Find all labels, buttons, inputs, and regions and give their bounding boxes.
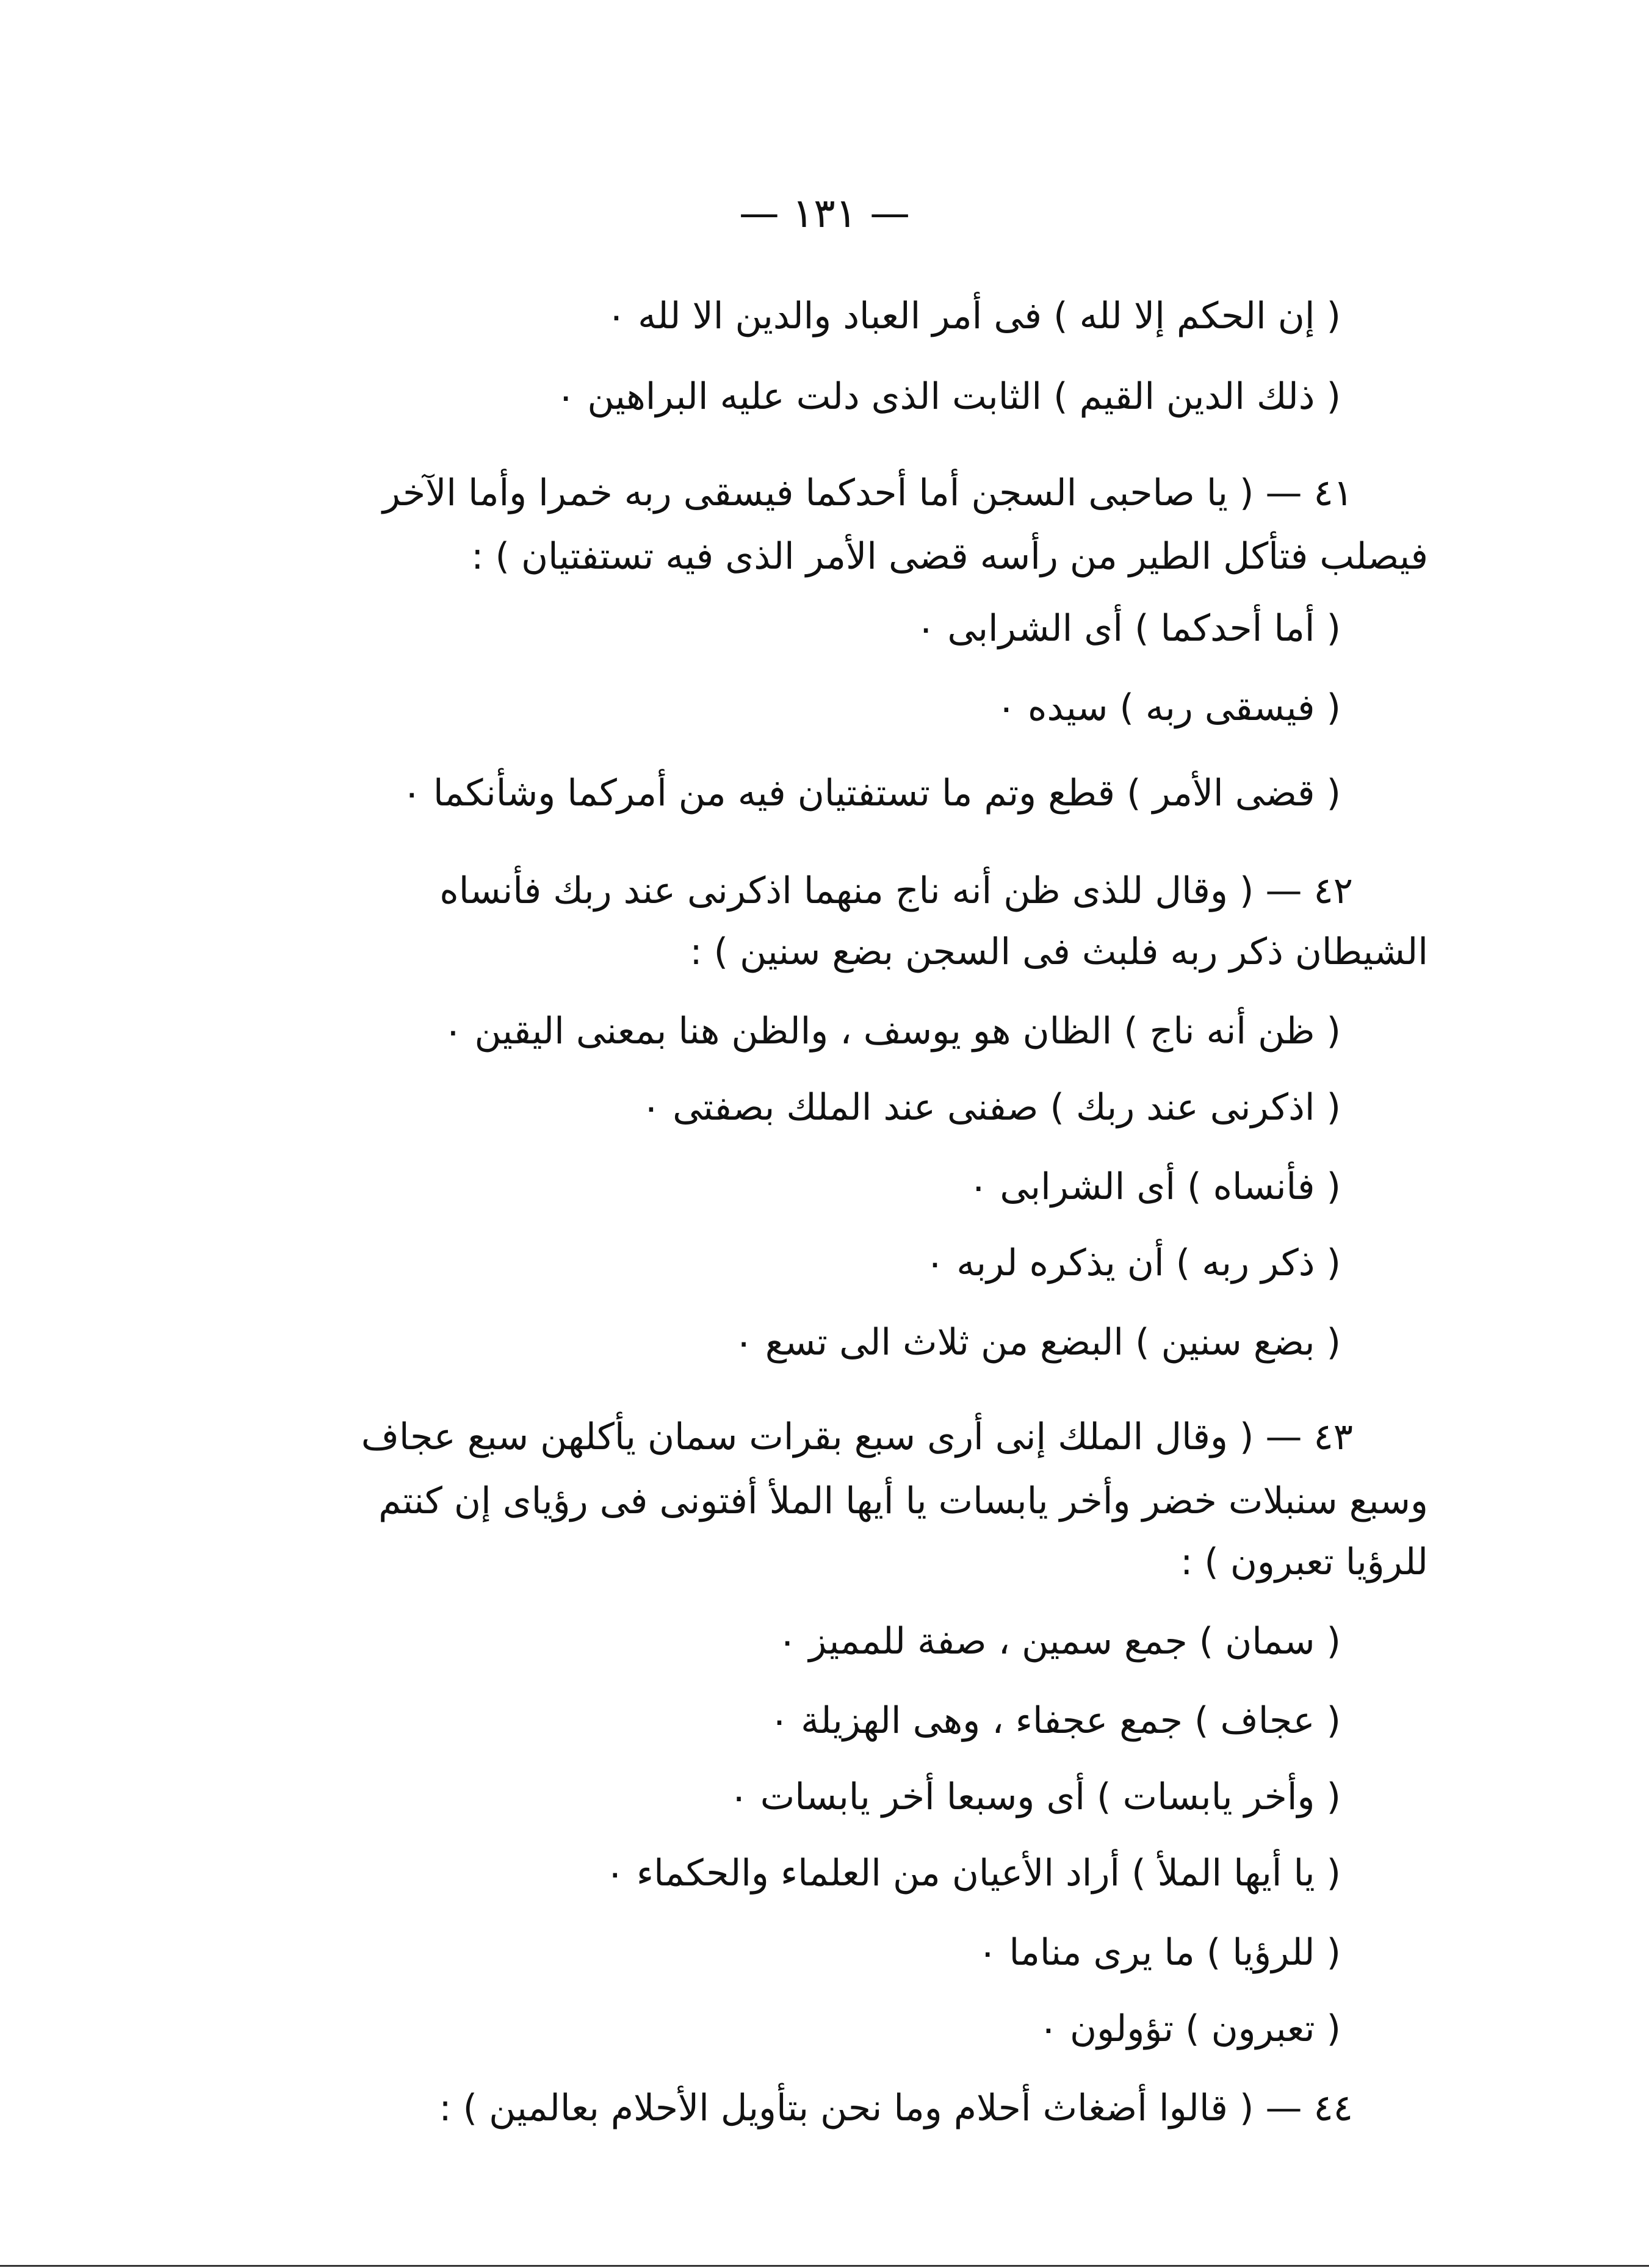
verse-43-line-1: ٤٣ — ( وقال الملك إنى أرى سبع بقرات سمان يأكلهن سبع عجاف (361, 1416, 1353, 1458)
gloss-line: ( سمان ) جمع سمين ، صفة للمميز ٠ (778, 1620, 1341, 1663)
gloss-line: ( للرؤيا ) ما يرى مناما ٠ (978, 1931, 1341, 1974)
gloss-line: ( فأنساه ) أى الشرابى ٠ (969, 1165, 1341, 1208)
gloss-line: ( إن الحكم إلا لله ) فى أمر العباد والدين الا لله ٠ (606, 295, 1341, 337)
gloss-line: ( قضى الأمر ) قطع وتم ما تستفتيان فيه من أمركما وشأنكما ٠ (402, 772, 1341, 815)
gloss-line: ( يا أيها الملأ ) أراد الأعيان من العلماء والحكماء ٠ (605, 1852, 1341, 1895)
page-bottom-border (0, 2265, 1649, 2267)
gloss-line: ( فيسقى ربه ) سيده ٠ (996, 686, 1341, 729)
gloss-line: ( ظن أنه ناج ) الظان هو يوسف ، والظن هنا بمعنى اليقين ٠ (443, 1010, 1341, 1053)
gloss-line: ( عجاف ) جمع عجفاء ، وهى الهزيلة ٠ (769, 1699, 1341, 1742)
page-number: — ١٣١ — (738, 190, 911, 237)
verse-44-line-1: ٤٤ — ( قالوا أضغاث أحلام وما نحن بتأويل الأحلام بعالمين ) : (439, 2087, 1353, 2129)
verse-43-line-2: وسبع سنبلات خضر وأخر يابسات يا أيها الملأ أفتونى فى رؤياى إن كنتم (378, 1480, 1428, 1522)
gloss-line: ( وأخر يابسات ) أى وسبعا أخر يابسات ٠ (729, 1776, 1341, 1818)
verse-42-line-1: ٤٢ — ( وقال للذى ظن أنه ناج منهما اذكرنى عند ربك فأنساه (439, 869, 1353, 912)
gloss-line: ( تعبرون ) تؤولون ٠ (1038, 2007, 1341, 2050)
gloss-line: ( اذكرنى عند ربك ) صفنى عند الملك بصفتى ٠ (641, 1086, 1341, 1129)
verse-41-line-1: ٤١ — ( يا صاحبى السجن أما أحدكما فيسقى ربه خمرا وأما الآخر (382, 472, 1353, 514)
gloss-line: ( ذكر ربه ) أن يذكره لربه ٠ (925, 1242, 1341, 1284)
gloss-line: ( بضع سنين ) البضع من ثلاث الى تسع ٠ (734, 1321, 1341, 1364)
gloss-line: ( ذلك الدين القيم ) الثابت الذى دلت عليه البراهين ٠ (556, 375, 1341, 418)
gloss-line: ( أما أحدكما ) أى الشرابى ٠ (916, 607, 1341, 650)
verse-43-line-3: للرؤيا تعبرون ) : (1180, 1541, 1428, 1583)
verse-41-line-2: فيصلب فتأكل الطير من رأسه قضى الأمر الذى فيه تستفتيان ) : (471, 535, 1428, 578)
verse-42-line-2: الشيطان ذكر ربه فلبث فى السجن بضع سنين ) : (690, 931, 1428, 973)
